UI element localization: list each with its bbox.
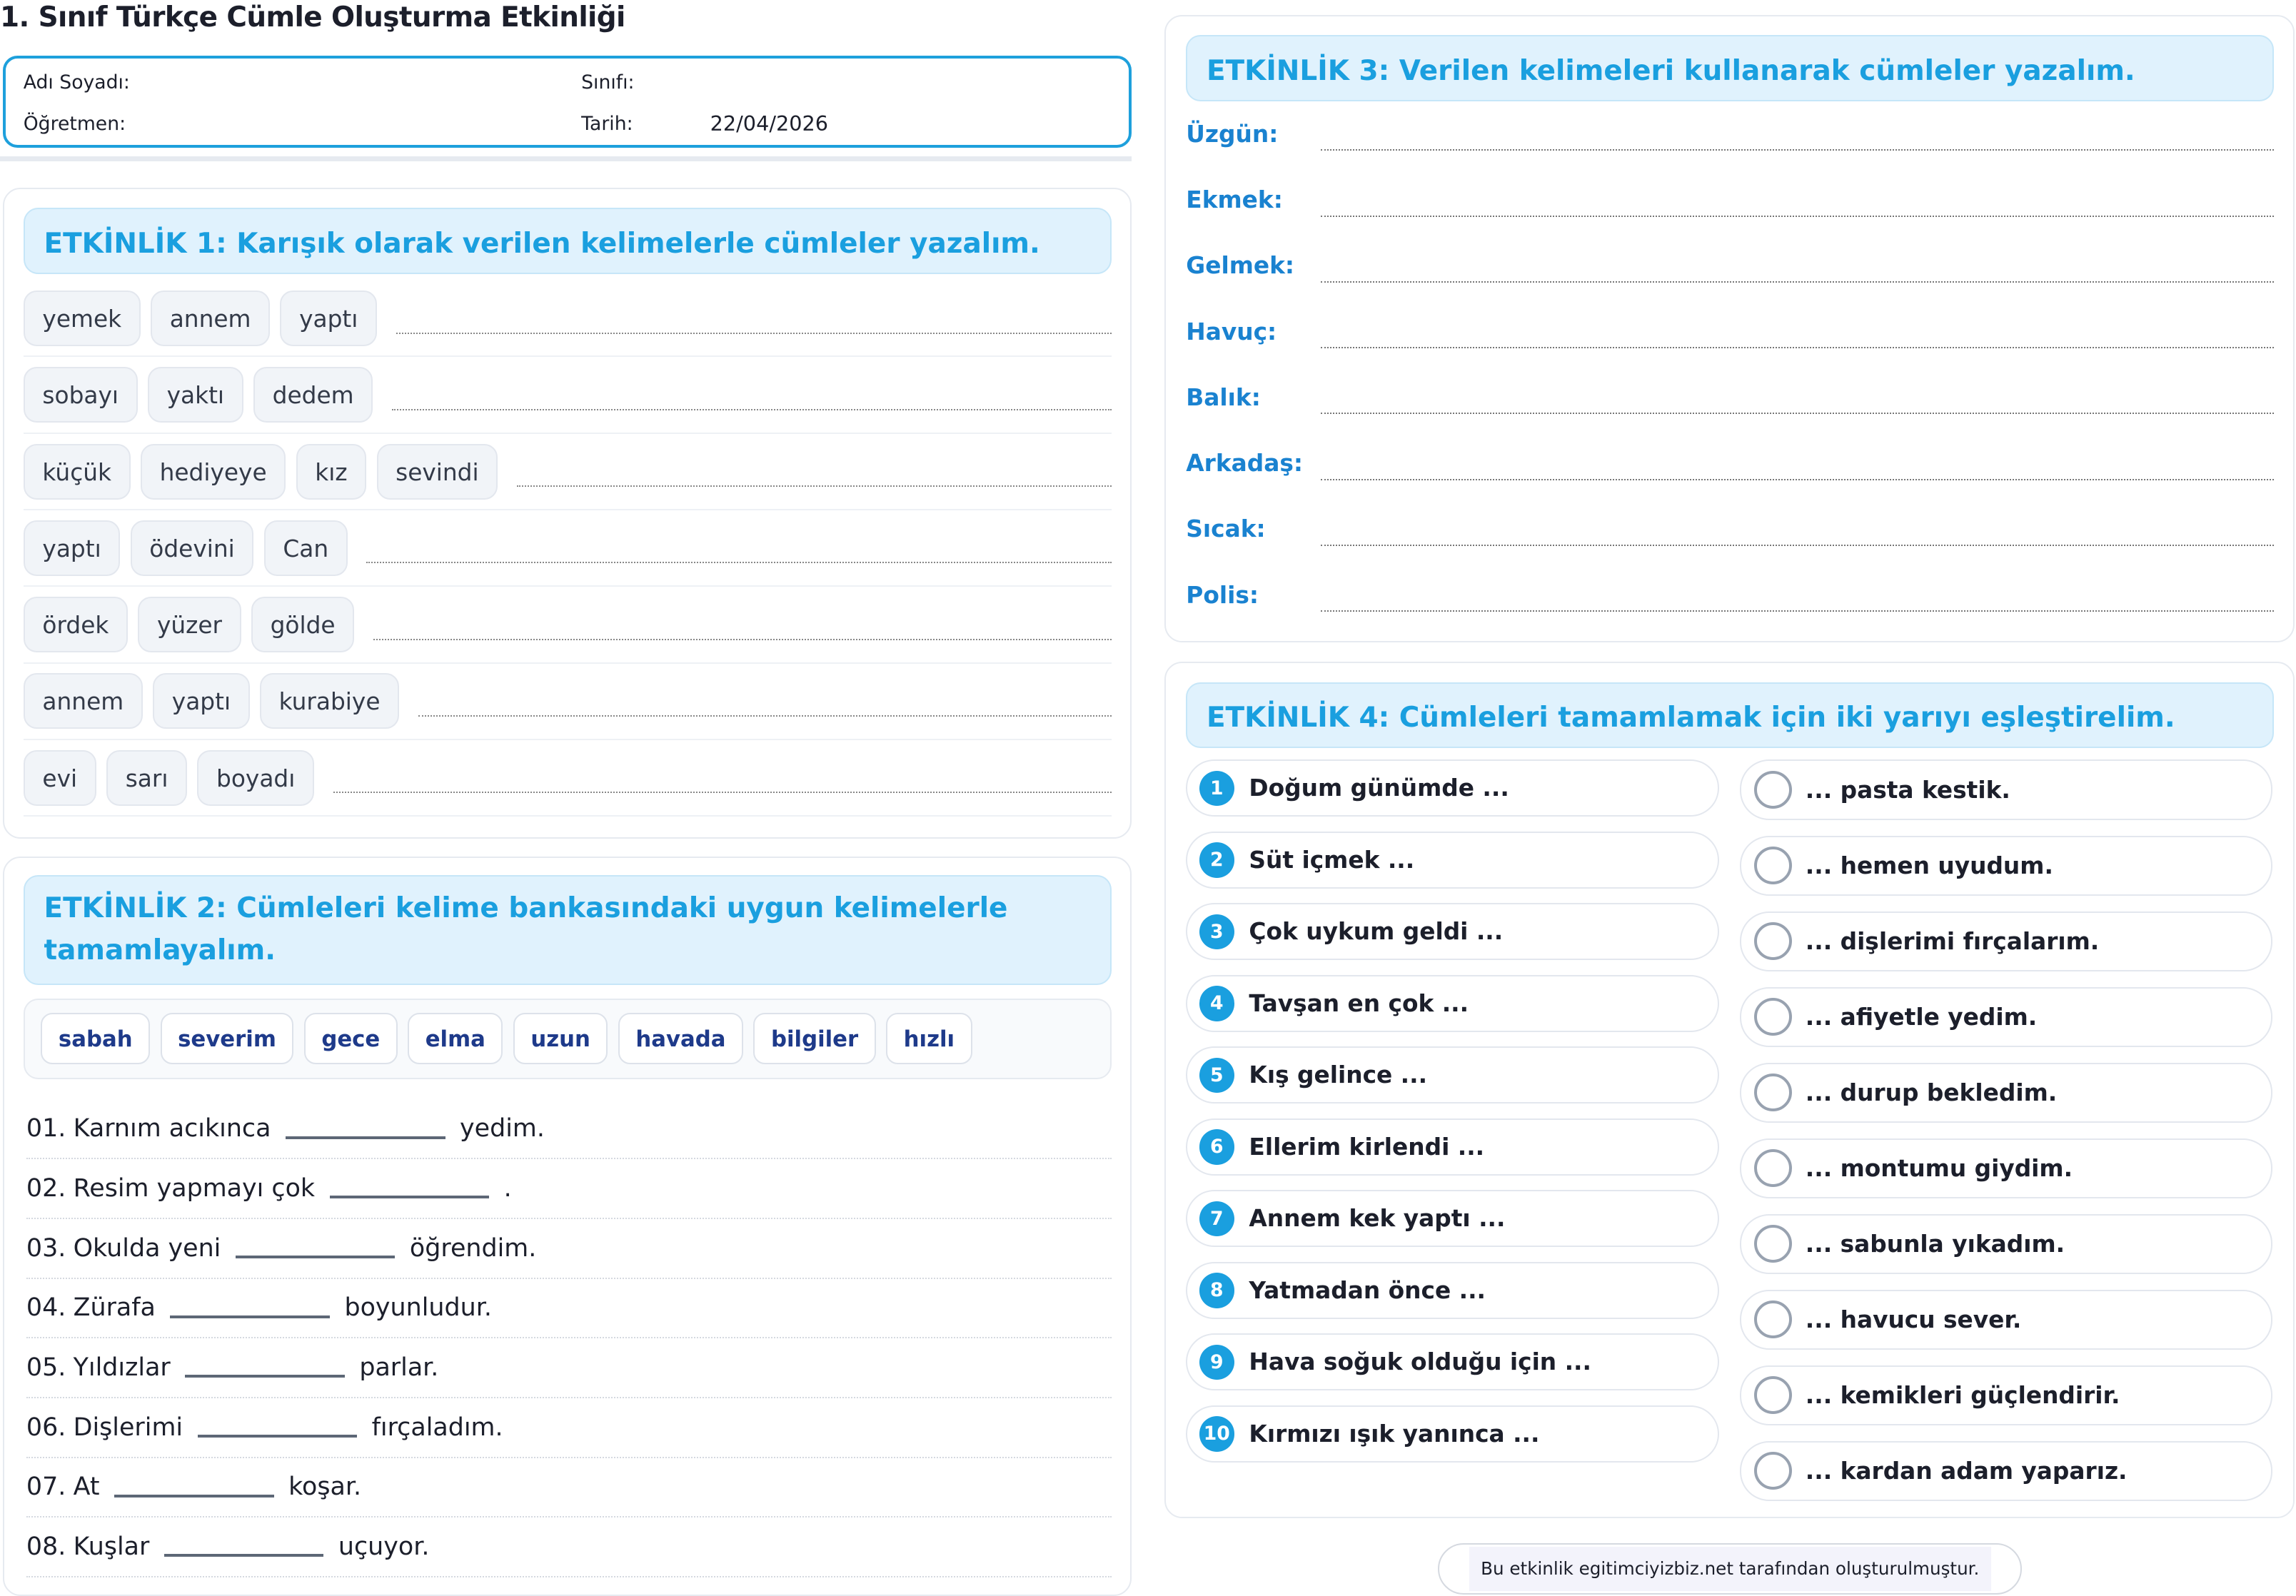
match-right-item [1740, 759, 2273, 819]
word-label: Balık: [1186, 383, 1261, 411]
match-right-item [1740, 836, 2273, 896]
sentence-number: 05. [26, 1353, 66, 1383]
sentence-number: 06. [26, 1413, 66, 1442]
answer-line[interactable] [1321, 413, 2274, 414]
answer-circle[interactable] [1754, 1149, 1792, 1187]
answer-circle[interactable] [1754, 922, 1792, 960]
bank-word: bilgiler [753, 1013, 875, 1064]
match-right-text: ... havucu sever. [1805, 1305, 2022, 1333]
teacher-label: Öğretmen: [23, 112, 126, 135]
sentence-end: öğrendim. [409, 1233, 537, 1263]
match-right-item [1740, 1138, 2273, 1198]
sentence-end: yedim. [460, 1114, 545, 1143]
match-right-item [1740, 1290, 2273, 1350]
sentence-start: Resim yapmayı çok [73, 1174, 316, 1203]
word-chip: sarı [106, 750, 187, 806]
word-sentence-row [1186, 365, 2274, 430]
answer-line[interactable] [1321, 347, 2274, 348]
word-sentence-row [1186, 101, 2274, 167]
word-sentence-row [1186, 233, 2274, 298]
activity-2-title: ETKİNLİK 2: Cümleleri kelime bankasındaki uygun kelimelerle tamamlayalım. [24, 875, 1112, 985]
bank-word: uzun [513, 1013, 608, 1064]
word-label: Havuç: [1186, 318, 1277, 345]
number-badge: 9 [1199, 1345, 1234, 1380]
answer-line[interactable] [396, 333, 1112, 334]
match-left-item [1186, 903, 1719, 960]
word-chip: sevindi [377, 444, 498, 500]
word-row [24, 358, 1112, 434]
sentence-start: Karnım acıkınca [73, 1114, 271, 1143]
word-chip: yemek [24, 291, 141, 346]
answer-circle[interactable] [1754, 998, 1792, 1036]
sentence-start: Kuşlar [73, 1532, 150, 1562]
match-left-text: Kış gelince ... [1249, 1061, 1428, 1089]
sentence-number: 07. [26, 1473, 66, 1502]
match-left-item [1186, 975, 1719, 1032]
sentence-start: Yıldızlar [73, 1353, 171, 1383]
sentence-row [26, 1159, 1112, 1219]
sentence-row [26, 1338, 1112, 1398]
sentence-start: Zürafa [73, 1293, 156, 1323]
word-chip: yüzer [138, 597, 241, 652]
answer-line[interactable] [418, 715, 1112, 717]
activity-3-title: ETKİNLİK 3: Verilen kelimeleri kullanarak cümleler yazalım. [1186, 35, 2274, 101]
match-right-text: ... sabunla yıkadım. [1805, 1230, 2065, 1258]
fill-blank[interactable] [170, 1298, 330, 1318]
match-right-item [1740, 1441, 2273, 1501]
match-left-text: Tavşan en çok ... [1249, 989, 1469, 1017]
word-label: Gelmek: [1186, 252, 1295, 280]
word-chip: sobayı [24, 367, 138, 423]
word-label: Ekmek: [1186, 186, 1283, 213]
word-chip: evi [24, 750, 96, 806]
student-info-box [3, 56, 1132, 148]
word-sentence-row [1186, 430, 2274, 496]
sentence-row [26, 1278, 1112, 1338]
word-chip: dedem [253, 367, 373, 423]
number-badge: 3 [1199, 914, 1234, 949]
answer-line[interactable] [1321, 479, 2274, 480]
answer-line[interactable] [373, 639, 1112, 640]
answer-circle[interactable] [1754, 1452, 1792, 1490]
word-row [24, 740, 1112, 817]
match-left-item [1186, 1118, 1719, 1176]
word-chip: annem [151, 291, 270, 346]
word-bank [24, 999, 1112, 1079]
word-chip: Can [264, 520, 348, 576]
number-badge: 4 [1199, 986, 1234, 1021]
answer-line[interactable] [1321, 545, 2274, 546]
word-row [24, 511, 1112, 587]
word-chip: yaptı [280, 291, 377, 346]
answer-line[interactable] [1321, 216, 2274, 217]
fill-blank[interactable] [198, 1417, 358, 1438]
match-right-item [1740, 1214, 2273, 1274]
word-sentence-row [1186, 167, 2274, 233]
sentence-end: uçuyor. [338, 1532, 430, 1562]
footer-credit [1438, 1543, 2022, 1595]
match-left-text: Çok uykum geldi ... [1249, 918, 1504, 946]
class-label: Sınıfı: [581, 71, 635, 94]
word-chip: ödevini [131, 520, 254, 576]
sentence-end: fırçaladım. [371, 1413, 503, 1442]
word-label: Polis: [1186, 581, 1259, 609]
word-label: Üzgün: [1186, 120, 1279, 148]
sentence-start: At [73, 1473, 100, 1502]
answer-line[interactable] [333, 792, 1112, 793]
activity-1-title: ETKİNLİK 1: Karışık olarak verilen kelimelerle cümleler yazalım. [24, 208, 1112, 273]
match-right-text: ... afiyetle yedim. [1805, 1003, 2038, 1031]
match-left-text: Hava soğuk olduğu için ... [1249, 1348, 1591, 1376]
sentence-row [26, 1099, 1112, 1159]
word-chip: kurabiye [260, 673, 399, 729]
match-left-text: Yatmadan önce ... [1249, 1276, 1486, 1304]
word-sentence-row [1186, 496, 2274, 562]
answer-line[interactable] [1321, 610, 2274, 612]
match-left-text: Doğum günümde ... [1249, 774, 1509, 802]
word-row [24, 664, 1112, 740]
fill-blank[interactable] [330, 1178, 490, 1199]
word-chip: annem [24, 673, 143, 729]
match-left-item [1186, 832, 1719, 889]
sentence-number: 01. [26, 1114, 66, 1143]
match-right-text: ... durup bekledim. [1805, 1079, 2058, 1106]
answer-circle[interactable] [1754, 847, 1792, 884]
bank-word: severim [161, 1013, 294, 1064]
match-right-text: ... montumu giydim. [1805, 1154, 2073, 1182]
word-chip: boyadı [197, 750, 314, 806]
fill-blank[interactable] [185, 1358, 345, 1378]
number-badge: 5 [1199, 1058, 1234, 1093]
word-label: Arkadaş: [1186, 450, 1304, 478]
answer-circle[interactable] [1754, 1225, 1792, 1263]
bank-word: gece [304, 1013, 398, 1064]
word-row [24, 434, 1112, 510]
activity-4-title: ETKİNLİK 4: Cümleleri tamamlamak için iki yarıyı eşleştirelim. [1186, 682, 2274, 748]
sentence-start: Dişlerimi [73, 1413, 183, 1442]
answer-circle[interactable] [1754, 771, 1792, 809]
number-badge: 2 [1199, 842, 1234, 877]
sentence-row [26, 1219, 1112, 1279]
match-right-text: ... hemen uyudum. [1805, 852, 2053, 879]
sentence-end: . [503, 1174, 512, 1203]
sentence-row [26, 1458, 1112, 1517]
match-left-item [1186, 1262, 1719, 1319]
word-row [24, 281, 1112, 358]
match-right-text: ... kardan adam yaparız. [1805, 1457, 2128, 1485]
sentence-number: 04. [26, 1293, 66, 1323]
bank-word: elma [408, 1013, 503, 1064]
bank-word: hızlı [886, 1013, 972, 1064]
match-left-item [1186, 1190, 1719, 1247]
answer-circle[interactable] [1754, 1300, 1792, 1338]
answer-line[interactable] [1321, 149, 2274, 151]
match-right-text: ... kemikleri güçlendirir. [1805, 1381, 2120, 1409]
sentence-number: 03. [26, 1233, 66, 1263]
fill-blank[interactable] [236, 1238, 396, 1258]
answer-circle[interactable] [1754, 1376, 1792, 1414]
sentence-number: 08. [26, 1532, 66, 1562]
match-left-item [1186, 1405, 1719, 1463]
match-right-text: ... dişlerimi fırçalarım. [1805, 927, 2100, 955]
number-badge: 10 [1199, 1416, 1234, 1451]
match-right-item [1740, 1365, 2273, 1425]
word-sentence-row [1186, 298, 2274, 364]
word-chip: ördek [24, 597, 128, 652]
word-chip: kız [296, 444, 367, 500]
number-badge: 8 [1199, 1273, 1234, 1308]
answer-line[interactable] [1321, 281, 2274, 283]
page-title: 1. Sınıf Türkçe Cümle Oluşturma Etkinliği [0, 1, 625, 34]
sentence-end: boyunludur. [344, 1293, 492, 1323]
word-chip: yaktı [148, 367, 243, 423]
date-value: 22/04/2026 [710, 111, 829, 136]
sentence-row [26, 1517, 1112, 1577]
sentence-row [26, 1398, 1112, 1458]
match-right-item [1740, 1063, 2273, 1123]
word-chip: gölde [251, 597, 354, 652]
word-chip: yaptı [24, 520, 121, 576]
match-left-text: Ellerim kirlendi ... [1249, 1133, 1485, 1161]
match-left-item [1186, 1046, 1719, 1103]
word-chip: yaptı [153, 673, 250, 729]
match-right-item [1740, 911, 2273, 971]
match-left-text: Süt içmek ... [1249, 846, 1415, 874]
fill-blank[interactable] [114, 1477, 274, 1497]
match-left-item [1186, 1333, 1719, 1390]
bank-word: havada [618, 1013, 743, 1064]
sentence-end: koşar. [288, 1473, 362, 1502]
match-right-item [1740, 987, 2273, 1047]
sentence-end: parlar. [359, 1353, 439, 1383]
word-chip: küçük [24, 444, 131, 500]
date-label: Tarih: [581, 112, 633, 135]
word-label: Sıcak: [1186, 515, 1266, 543]
bank-word: sabah [41, 1013, 150, 1064]
answer-line[interactable] [392, 409, 1112, 410]
answer-circle[interactable] [1754, 1074, 1792, 1111]
match-right-text: ... pasta kestik. [1805, 776, 2010, 804]
match-left-text: Kırmızı ışık yanınca ... [1249, 1420, 1540, 1448]
fill-blank[interactable] [164, 1537, 324, 1557]
word-row [24, 587, 1112, 664]
divider [0, 156, 1132, 161]
match-left-text: Annem kek yaptı ... [1249, 1205, 1506, 1233]
sentence-number: 02. [26, 1174, 66, 1203]
name-label: Adı Soyadı: [23, 71, 130, 94]
footer-text: Bu etkinlik egitimciyizbiz.net tarafından oluşturulmuştur. [1469, 1547, 1991, 1591]
answer-line[interactable] [517, 485, 1112, 487]
word-sentence-row [1186, 562, 2274, 628]
number-badge: 7 [1199, 1201, 1234, 1236]
answer-line[interactable] [366, 562, 1111, 563]
fill-blank[interactable] [286, 1118, 445, 1139]
sentence-start: Okulda yeni [73, 1233, 221, 1263]
number-badge: 1 [1199, 771, 1234, 806]
number-badge: 6 [1199, 1129, 1234, 1164]
match-left-item [1186, 759, 1719, 817]
word-chip: hediyeye [141, 444, 286, 500]
